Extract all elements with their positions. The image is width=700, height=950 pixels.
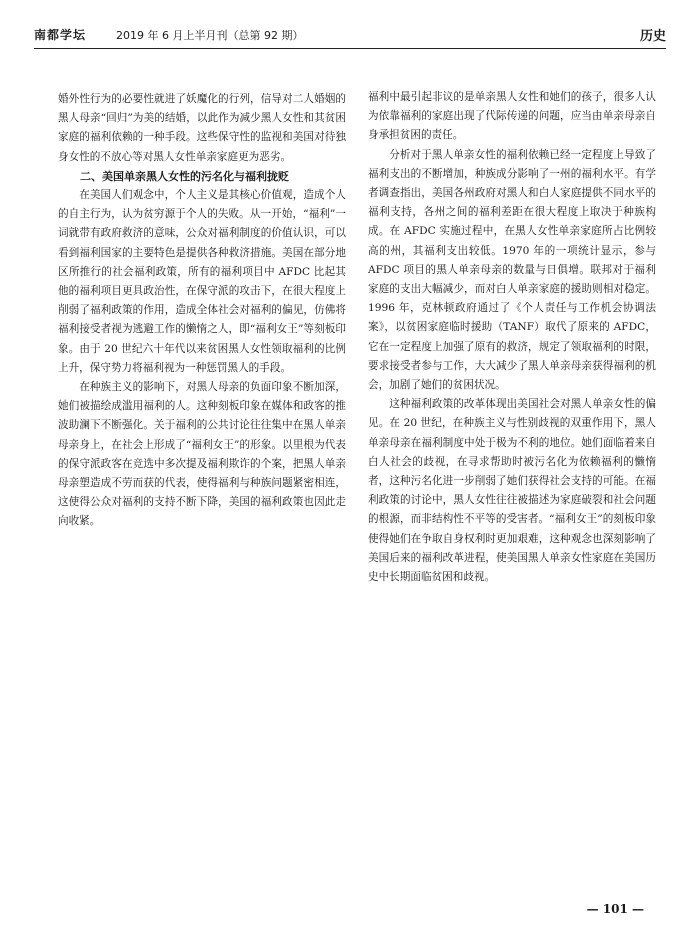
left-column (58, 90, 346, 910)
page-number: — 101 — (586, 902, 644, 916)
section-heading: 二、美国单亲黑人女性的污名化与福利拢贬 (80, 169, 289, 183)
paragraph: 分析对于黑人单亲女性的福利依赖已经一定程度上导致了福利支出的不断增加，种族成分影响了一州的福利水平。有学者调查指出，美国各州政府对黑人和白人家庭提供不同水平的福利支持，各州之间的福利差距在很大程度上取决于种族构成。在 AFDC 实施过程中，在黑人女性单亲家庭所占比例较高的州，其福利支出较低。1970 年的一项统计显示，参与 AFDC 项目的黑人单亲母亲的数量与日俱增。联邦对于福利家庭的支出大幅减少，而对白人单亲家庭的援助则相对稳定。1996 年，克林顿政府通过了《个人责任与工作机会协调法案》，以贫困家庭临时援助（TANF）取代了原来的 AFDC，它在一定程度上加强了原有的救济，规定了领取福利的时限，要求接受者参与工作，大大减少了黑人单亲母亲获得福利的机会，加剧了她们的贫困状况。 (368, 148, 656, 392)
section-label: 历史 (639, 29, 666, 44)
running-header (34, 24, 666, 46)
issue-info: 2019 年 6 月上半月刊（总第 92 期） (116, 29, 304, 42)
header-rule (34, 48, 666, 49)
right-column (368, 88, 656, 908)
journal-name: 南都学坛 (34, 28, 87, 42)
paragraph: 在美国人们观念中，个人主义是其核心价值观，造成个人的自主行为，认为贫穷源于个人的失败。从一开始，“福利”一词就带有政府救济的意味，公众对福利制度的价值认识，可以看到福利国家的主要特色是提供各种救济措施。美国在部分地区所推行的社会福利政策，所有的福利项目中 AFDC 比起其他的福利项目更具政治性，在保守派的攻击下，在很大程度上削弱了福利政策的作用，造成全体社会对福利的偏见，仿佛将福利接受者视为逃避工作的懒惰之人，即“福利女王”等刻板印象。由于 20 世纪六十年代以来贫困黑人女性领取福利的比例上升，保守势力将福利视为一种惩罚黑人的手段。 (58, 189, 346, 374)
paragraph: 婚外性行为的必要性就进了妖魔化的行列，信导对二人婚姻的黑人母亲“回归”为美的结婚，以此作为减少黑人女性和其贫困家庭的福利依赖的一种手段。这些保守性的监视和美国对待独身女性的不放心等对黑人女性单亲家庭更为恶劣。 (58, 93, 346, 163)
paragraph: 这种福利政策的改革体现出美国社会对黑人单亲女性的偏见。在 20 世纪，在种族主义与性别歧视的双重作用下，黑人单亲母亲在福利制度中处于极为不利的地位。她们面临着来自白人社会的歧视，在寻求帮助时被污名化为依赖福利的懒惰者，这种污名化进一步削弱了她们获得社会支持的可能。在福利政策的讨论中，黑人女性往往被描述为家庭破裂和社会问题的根源，而非结构性不平等的受害者。“福利女王”的刻板印象使得她们在争取自身权利时更加艰难，这种观念也深刻影响了美国后来的福利改革进程，使美国黑人单亲女性家庭在美国历史中长期面临贫困和歧视。 (368, 398, 656, 584)
paragraph: 在种族主义的影响下，对黑人母亲的负面印象不断加深，她们被描绘成滥用福利的人。这种刻板印象在媒体和政客的推波助澜下不断强化。关于福利的公共讨论往往集中在黑人单亲母亲身上，在社会上形成了“福利女王”的形象。以里根为代表的保守派政客在竞选中多次提及福利欺诈的个案，把黑人单亲母亲塑造成不劳而获的代表，使得福利与种族问题紧密相连，这使得公众对福利的支持不断下降，美国的福利政策也因此走向收紧。 (58, 381, 346, 528)
paragraph: 福利中最引起非议的是单亲黑人女性和她们的孩子，很多人认为依靠福利的家庭出现了代际传递的问题，应当由单亲母亲自身承担贫困的责任。 (368, 91, 656, 142)
